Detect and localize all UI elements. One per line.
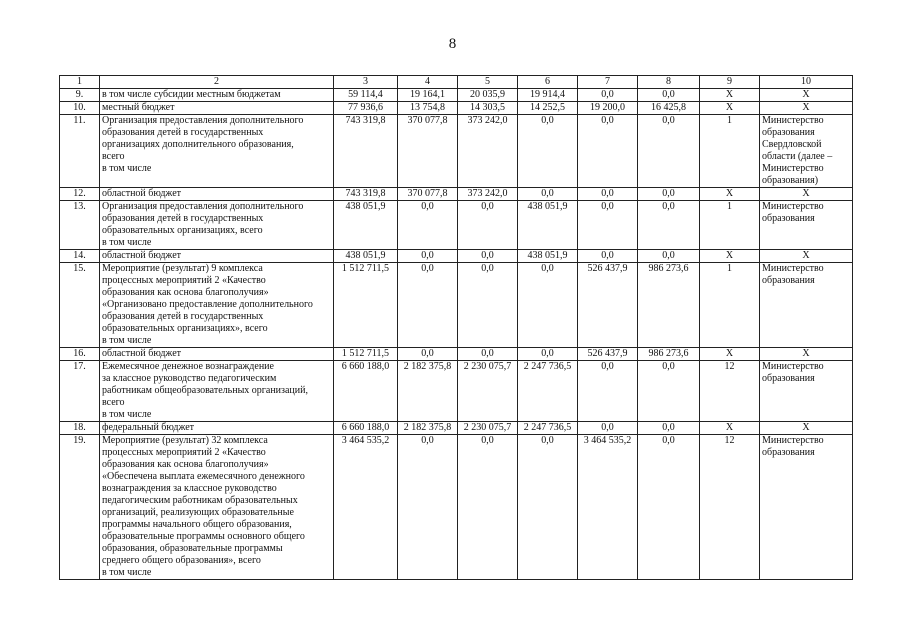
value-cell: 19 200,0	[578, 102, 638, 115]
responsible-cell	[760, 435, 853, 580]
row-name-line: Организация предоставления дополнительного	[102, 201, 304, 212]
value-cell: 0,0	[638, 422, 700, 435]
value-cell: 14 252,5	[518, 102, 578, 115]
column-9-cell: Х	[700, 188, 760, 201]
value-cell: 0,0	[638, 250, 700, 263]
value-cell: 0,0	[398, 250, 458, 263]
row-name-line: в том числе	[102, 567, 152, 578]
table-row	[60, 361, 853, 422]
responsible-cell	[760, 348, 853, 361]
responsible-line: образования	[762, 447, 815, 458]
responsible-line: образования	[762, 127, 815, 138]
row-name-line: областной бюджет	[102, 188, 182, 199]
value-cell: 370 077,8	[398, 188, 458, 201]
column-9-cell: Х	[700, 89, 760, 102]
column-9-cell: 1	[700, 201, 760, 250]
row-name-line: процессных мероприятий 2 «Качество	[102, 275, 266, 286]
value-cell: 0,0	[398, 201, 458, 250]
value-cell: 2 247 736,5	[518, 422, 578, 435]
row-name-line: в том числе	[102, 237, 152, 248]
row-number-cell: 10.	[60, 102, 100, 115]
responsible-line: Х	[802, 422, 810, 433]
row-number-cell: 14.	[60, 250, 100, 263]
responsible-cell	[760, 361, 853, 422]
row-name-line: всего	[102, 151, 125, 162]
value-cell: 0,0	[638, 361, 700, 422]
responsible-line: Министерство	[762, 163, 824, 174]
table-row	[60, 188, 853, 201]
row-number-cell: 16.	[60, 348, 100, 361]
column-9-cell: 12	[700, 361, 760, 422]
value-cell: 19 914,4	[518, 89, 578, 102]
value-cell: 373 242,0	[458, 188, 518, 201]
responsible-line: образования	[762, 373, 815, 384]
row-number-cell: 15.	[60, 263, 100, 348]
column-9-cell: 1	[700, 263, 760, 348]
responsible-line: Министерство	[762, 435, 824, 446]
table-row	[60, 250, 853, 263]
row-name-cell	[100, 89, 334, 102]
value-cell: 2 182 375,8	[398, 422, 458, 435]
row-name-line: Мероприятие (результат) 9 комплекса	[102, 263, 263, 274]
row-name-line: педагогическим работникам образовательных	[102, 495, 298, 506]
row-name-line: работникам общеобразовательных организаций,	[102, 385, 308, 396]
value-cell: 14 303,5	[458, 102, 518, 115]
row-name-line: организаций, реализующих образовательные	[102, 507, 294, 518]
value-cell: 0,0	[398, 435, 458, 580]
row-name-line: вознаграждения за классное руководство	[102, 483, 277, 494]
value-cell: 3 464 535,2	[578, 435, 638, 580]
value-cell: 438 051,9	[334, 201, 398, 250]
value-cell: 526 437,9	[578, 348, 638, 361]
value-cell: 0,0	[458, 435, 518, 580]
row-name-line: Ежемесячное денежное вознаграждение	[102, 361, 274, 372]
row-name-line: образовательных организациях, всего	[102, 225, 263, 236]
value-cell: 20 035,9	[458, 89, 518, 102]
responsible-line: Х	[802, 348, 810, 359]
table-row	[60, 263, 853, 348]
value-cell: 0,0	[638, 435, 700, 580]
value-cell: 2 230 075,7	[458, 422, 518, 435]
row-name-line: образования как основа благополучия»	[102, 287, 269, 298]
row-name-line: образования детей в государственных	[102, 311, 264, 322]
row-name-line: программы начального общего образования,	[102, 519, 292, 530]
row-name-line: образования детей в государственных	[102, 213, 264, 224]
value-cell: 2 182 375,8	[398, 361, 458, 422]
responsible-cell	[760, 102, 853, 115]
column-header: 8	[638, 76, 700, 89]
responsible-line: образования	[762, 275, 815, 286]
responsible-line: образования)	[762, 175, 819, 186]
responsible-line: Свердловской	[762, 139, 822, 150]
value-cell: 0,0	[458, 263, 518, 348]
value-cell: 77 936,6	[334, 102, 398, 115]
table-row	[60, 201, 853, 250]
column-9-cell: Х	[700, 422, 760, 435]
value-cell: 0,0	[638, 201, 700, 250]
responsible-cell	[760, 201, 853, 250]
row-number-cell: 19.	[60, 435, 100, 580]
column-header: 7	[578, 76, 638, 89]
value-cell: 0,0	[518, 188, 578, 201]
value-cell: 0,0	[458, 348, 518, 361]
responsible-cell	[760, 188, 853, 201]
row-number-cell: 9.	[60, 89, 100, 102]
value-cell: 373 242,0	[458, 115, 518, 188]
value-cell: 0,0	[518, 115, 578, 188]
row-name-line: всего	[102, 397, 125, 408]
value-cell: 6 660 188,0	[334, 422, 398, 435]
column-9-cell: 1	[700, 115, 760, 188]
row-name-line: Мероприятие (результат) 32 комплекса	[102, 435, 268, 446]
value-cell: 0,0	[578, 201, 638, 250]
row-name-line: местный бюджет	[102, 102, 175, 113]
row-name-cell	[100, 435, 334, 580]
value-cell: 0,0	[578, 115, 638, 188]
responsible-line: Х	[802, 250, 810, 261]
responsible-cell	[760, 422, 853, 435]
column-header: 2	[100, 76, 334, 89]
column-header: 6	[518, 76, 578, 89]
responsible-cell	[760, 250, 853, 263]
value-cell: 19 164,1	[398, 89, 458, 102]
column-header: 1	[60, 76, 100, 89]
value-cell: 0,0	[518, 348, 578, 361]
responsible-line: образования	[762, 213, 815, 224]
value-cell: 0,0	[518, 263, 578, 348]
row-name-line: образования, образовательные программы	[102, 543, 283, 554]
responsible-line: Министерство	[762, 201, 824, 212]
row-name-line: за классное руководство педагогическим	[102, 373, 277, 384]
row-name-line: процессных мероприятий 2 «Качество	[102, 447, 266, 458]
row-name-line: в том числе	[102, 335, 152, 346]
table-row	[60, 348, 853, 361]
column-header: 10	[760, 76, 853, 89]
value-cell: 0,0	[578, 89, 638, 102]
column-9-cell: Х	[700, 102, 760, 115]
responsible-line: области (далее –	[762, 151, 833, 162]
row-name-cell	[100, 361, 334, 422]
row-number-cell: 17.	[60, 361, 100, 422]
table-row	[60, 422, 853, 435]
value-cell: 1 512 711,5	[334, 263, 398, 348]
column-9-cell: Х	[700, 250, 760, 263]
value-cell: 16 425,8	[638, 102, 700, 115]
row-name-line: в том числе	[102, 409, 152, 420]
table-row	[60, 115, 853, 188]
row-name-cell	[100, 422, 334, 435]
row-name-line: в том числе субсидии местным бюджетам	[102, 89, 281, 100]
row-name-line: областной бюджет	[102, 250, 182, 261]
value-cell: 438 051,9	[334, 250, 398, 263]
row-name-line: среднего общего образования», всего	[102, 555, 261, 566]
value-cell: 0,0	[638, 89, 700, 102]
value-cell: 2 230 075,7	[458, 361, 518, 422]
budget-table-body	[60, 76, 853, 580]
row-name-cell	[100, 348, 334, 361]
row-name-line: «Обеспечена выплата ежемесячного денежного	[102, 471, 305, 482]
row-name-cell	[100, 188, 334, 201]
row-name-cell	[100, 201, 334, 250]
responsible-cell	[760, 115, 853, 188]
value-cell: 0,0	[638, 115, 700, 188]
column-header: 4	[398, 76, 458, 89]
row-name-line: в том числе	[102, 163, 152, 174]
row-name-cell	[100, 263, 334, 348]
value-cell: 0,0	[578, 250, 638, 263]
value-cell: 0,0	[398, 348, 458, 361]
value-cell: 0,0	[578, 188, 638, 201]
row-name-line: образования детей в государственных	[102, 127, 264, 138]
responsible-line: Министерство	[762, 263, 824, 274]
value-cell: 370 077,8	[398, 115, 458, 188]
row-number-cell: 18.	[60, 422, 100, 435]
value-cell: 438 051,9	[518, 201, 578, 250]
value-cell: 438 051,9	[518, 250, 578, 263]
value-cell: 986 273,6	[638, 263, 700, 348]
responsible-line: Х	[802, 89, 810, 100]
value-cell: 743 319,8	[334, 115, 398, 188]
value-cell: 1 512 711,5	[334, 348, 398, 361]
table-row	[60, 435, 853, 580]
row-name-line: организациях дополнительного образования,	[102, 139, 294, 150]
value-cell: 0,0	[518, 435, 578, 580]
row-name-line: федеральный бюджет	[102, 422, 195, 433]
column-header: 3	[334, 76, 398, 89]
value-cell: 0,0	[578, 422, 638, 435]
value-cell: 0,0	[638, 188, 700, 201]
row-number-cell: 12.	[60, 188, 100, 201]
table-row	[60, 102, 853, 115]
value-cell: 0,0	[398, 263, 458, 348]
row-name-line: образовательные программы основного общего	[102, 531, 305, 542]
row-number-cell: 11.	[60, 115, 100, 188]
value-cell: 0,0	[458, 201, 518, 250]
row-name-line: Организация предоставления дополнительного	[102, 115, 304, 126]
column-header: 9	[700, 76, 760, 89]
table-row	[60, 89, 853, 102]
value-cell: 2 247 736,5	[518, 361, 578, 422]
row-number-cell: 13.	[60, 201, 100, 250]
value-cell: 743 319,8	[334, 188, 398, 201]
column-header: 5	[458, 76, 518, 89]
value-cell: 3 464 535,2	[334, 435, 398, 580]
value-cell: 13 754,8	[398, 102, 458, 115]
value-cell: 0,0	[458, 250, 518, 263]
row-name-line: «Организовано предоставление дополнительного	[102, 299, 313, 310]
value-cell: 6 660 188,0	[334, 361, 398, 422]
page-number: 8	[448, 36, 457, 52]
responsible-cell	[760, 89, 853, 102]
row-name-cell	[100, 115, 334, 188]
row-name-line: областной бюджет	[102, 348, 182, 359]
responsible-cell	[760, 263, 853, 348]
row-name-line: образования как основа благополучия»	[102, 459, 269, 470]
row-name-cell	[100, 102, 334, 115]
value-cell: 59 114,4	[334, 89, 398, 102]
row-name-cell	[100, 250, 334, 263]
column-9-cell: 12	[700, 435, 760, 580]
responsible-line: Х	[802, 188, 810, 199]
responsible-line: Министерство	[762, 115, 824, 126]
value-cell: 0,0	[578, 361, 638, 422]
row-name-line: образовательных организациях», всего	[102, 323, 268, 334]
column-number-row	[60, 76, 853, 89]
value-cell: 986 273,6	[638, 348, 700, 361]
value-cell: 526 437,9	[578, 263, 638, 348]
column-9-cell: Х	[700, 348, 760, 361]
budget-table	[59, 75, 853, 580]
responsible-line: Министерство	[762, 361, 824, 372]
responsible-line: Х	[802, 102, 810, 113]
